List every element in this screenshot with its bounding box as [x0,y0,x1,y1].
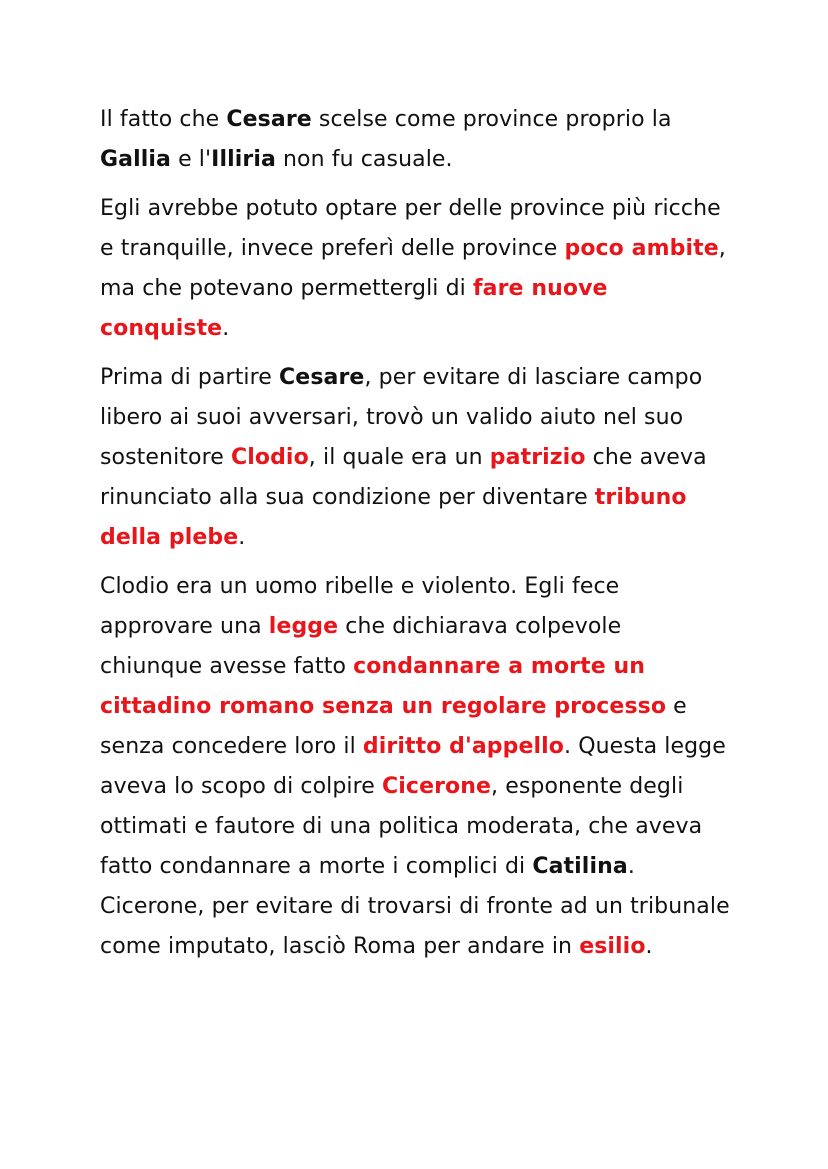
text-run: e senza concedere loro il [100,694,687,759]
text-run: . [238,525,246,550]
text-run: , esponente degli ottimati e fautore di una politica moderata, che aveva fatto condannare a morte i complici di [100,774,703,879]
text-run: , ma che potevano permettergli di [100,236,726,301]
text-run: Prima di partire [100,365,280,390]
highlighted-term: condannare a morte un cittadino romano senza un regolare processo [100,654,667,719]
text-run: Il fatto che [100,107,227,132]
text-run: , per evitare di lasciare campo libero ai suoi avversari, trovò un valido aiuto nel suo sostenitore [100,365,703,470]
highlighted-term: Clodio [230,445,309,470]
bold-term: Cesare [226,107,312,132]
text-run: che dichiarava colpevole chiunque avesse fatto [100,614,622,679]
text-run: . [222,316,230,341]
paragraph-2 [100,189,730,349]
bold-term: Gallia [100,147,171,172]
text-run: . Questa legge aveva lo scopo di colpire [100,734,726,799]
text-run: scelse come province proprio la [311,107,672,132]
text-run: Egli avrebbe potuto optare per delle province più ricche e tranquille, invece preferì delle province [100,196,721,261]
bold-term: Illiria [211,147,276,172]
document-body [100,100,730,976]
highlighted-term: diritto d'appello [362,734,565,759]
paragraph-4 [100,567,730,967]
highlighted-term: tribuno della plebe [100,485,687,550]
highlighted-term: esilio [579,934,646,959]
bold-term: Cesare [279,365,365,390]
text-run: . [645,934,653,959]
text-run: e l' [170,147,212,172]
text-run: . Cicerone, per evitare di trovarsi di fronte ad un tribunale come imputato, lasciò Roma per andare in [100,854,730,959]
highlighted-term: poco ambite [564,236,719,261]
highlighted-term: Cicerone [382,774,492,799]
text-run: , il quale era un [308,445,490,470]
bold-term: Catilina [532,854,628,879]
highlighted-term: patrizio [489,445,586,470]
paragraph-1 [100,100,730,180]
text-run: che aveva rinunciato alla sua condizione per diventare [100,445,707,510]
paragraph-3 [100,358,730,558]
highlighted-term: fare nuove conquiste [100,276,608,341]
highlighted-term: legge [268,614,339,639]
text-run: Clodio era un uomo ribelle e violento. Egli fece approvare una [100,574,620,639]
text-run: non fu casuale. [275,147,453,172]
